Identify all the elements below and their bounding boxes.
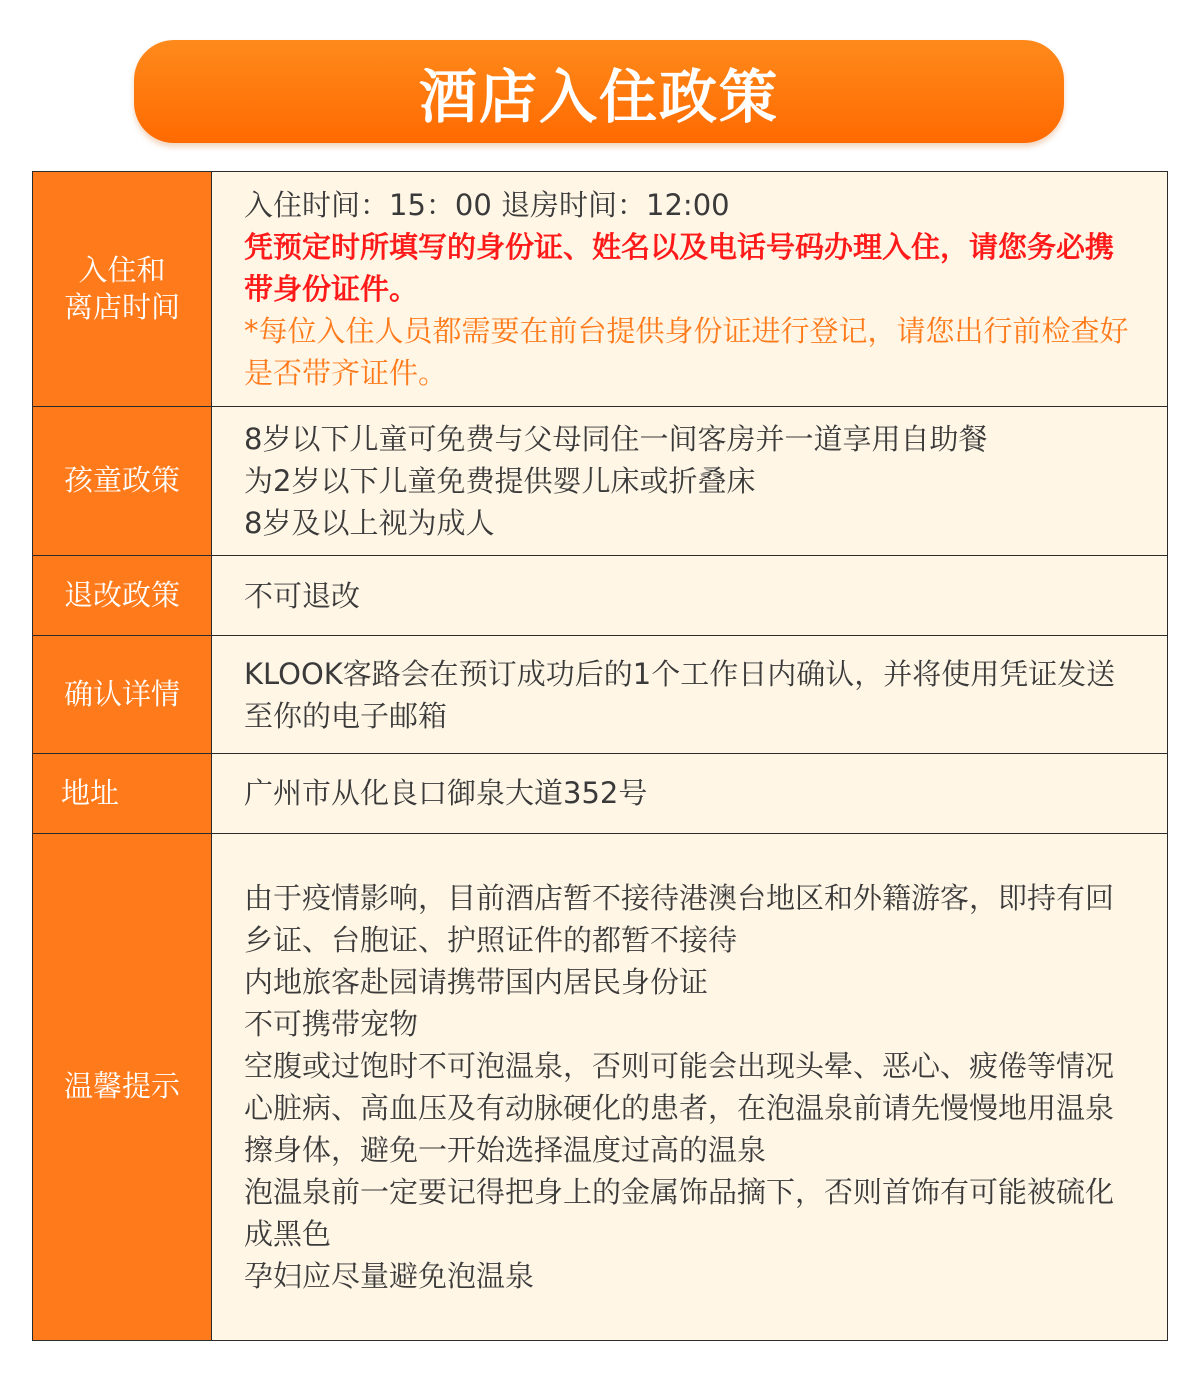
row-label-checkin — [33, 172, 212, 406]
row-content-checkin — [212, 172, 1167, 406]
list-item: 内地旅客赴园请携带国内居民身份证 — [244, 964, 709, 999]
row-label-tips — [33, 834, 212, 1340]
checkin-time-line: 入住时间：15：00 退房时间：12:00 — [244, 187, 730, 222]
label-text: 温馨提示 — [63, 1069, 180, 1104]
list-item: 为2岁以下儿童免费提供婴儿床或折叠床 — [244, 463, 756, 498]
row-refund — [33, 556, 1167, 636]
list-item: 泡温泉前一定要记得把身上的金属饰品摘下，否则首饰有可能被硫化成黑色 — [244, 1174, 1115, 1251]
row-content-tips — [212, 834, 1167, 1340]
row-children — [33, 407, 1167, 557]
list-item: 孕妇应尽量避免泡温泉 — [244, 1258, 535, 1293]
row-label-refund — [33, 556, 212, 635]
list-item: 由于疫情影响，目前酒店暂不接待港澳台地区和外籍游客，即持有回乡证、台胞证、护照证件的都暂不接待 — [244, 880, 1115, 957]
confirm-text: KLOOK客路会在预订成功后的1个工作日内确认，并将使用凭证发送至你的电子邮箱 — [244, 656, 1116, 733]
label-text: 孩童政策 — [63, 463, 180, 498]
row-content-confirm — [212, 636, 1167, 753]
row-content-address — [212, 754, 1167, 833]
row-tips — [33, 834, 1167, 1340]
row-content-children — [212, 407, 1167, 556]
label-text: 确认详情 — [63, 677, 180, 712]
address-text: 广州市从化良口御泉大道352号 — [244, 776, 648, 811]
row-label-children — [33, 407, 212, 556]
refund-text: 不可退改 — [244, 578, 361, 613]
title-banner — [134, 40, 1064, 143]
row-label-address — [33, 754, 212, 833]
row-label-confirm — [33, 636, 212, 753]
list-item: 空腹或过饱时不可泡温泉，否则可能会出现头晕、恶心、疲倦等情况 — [244, 1048, 1115, 1083]
checkin-important-notice: 凭预定时所填写的身份证、姓名以及电话号码办理入住，请您务必携带身份证件。 — [244, 229, 1115, 306]
row-content-refund — [212, 556, 1167, 635]
list-item: 不可携带宠物 — [244, 1006, 419, 1041]
row-checkin — [33, 172, 1167, 407]
page-title: 酒店入住政策 — [418, 62, 779, 131]
policy-table — [32, 171, 1168, 1341]
list-item: 心脏病、高血压及有动脉硬化的患者，在泡温泉前请先慢慢地用温泉擦身体，避免一开始选择温度过高的温泉 — [244, 1090, 1115, 1167]
label-text: 地址 — [61, 775, 120, 810]
row-address — [33, 754, 1167, 834]
checkin-note: *每位入住人员都需要在前台提供身份证进行登记，请您出行前检查好是否带齐证件。 — [244, 313, 1129, 390]
list-item: 8岁以下儿童可免费与父母同住一间客房并一道享用自助餐 — [244, 421, 988, 456]
label-text: 入住和 离店时间 — [63, 252, 180, 324]
label-text: 退改政策 — [63, 578, 180, 613]
row-confirm — [33, 636, 1167, 754]
list-item: 8岁及以上视为成人 — [244, 505, 495, 540]
